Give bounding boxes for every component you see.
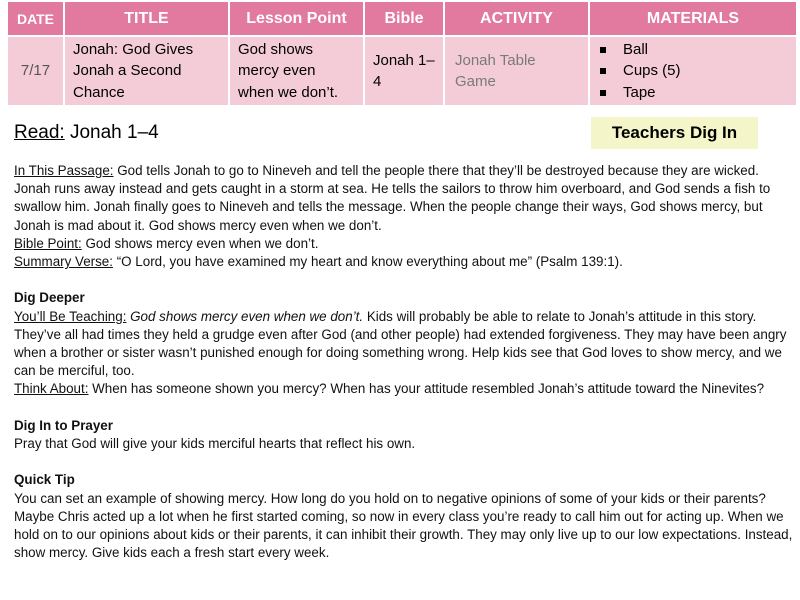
- think-about-paragraph: [14, 380, 794, 398]
- dig-deeper-heading: Dig Deeper: [14, 290, 85, 306]
- spacer: [14, 399, 794, 417]
- header-lesson-point: Lesson Point: [229, 1, 364, 36]
- passage-paragraph: [14, 162, 794, 235]
- header-date: DATE: [7, 1, 64, 36]
- cell-activity: Jonah Table Game: [444, 36, 589, 106]
- summary-verse-paragraph: [14, 253, 794, 271]
- cell-date: 7/17: [7, 36, 64, 106]
- list-item: Tape: [598, 82, 788, 104]
- materials-list: [598, 39, 788, 104]
- lesson-body: [14, 162, 794, 562]
- prayer-text: Pray that God will give your kids merciful hearts that reflect his own.: [14, 436, 416, 452]
- list-item: Ball: [598, 39, 788, 61]
- header-materials: MATERIALS: [589, 1, 797, 36]
- quick-tip-text: You can set an example of showing mercy. How long do you hold on to negative opinions of some of your kids or their parents? Maybe Chris acted up a lot when he first started coming, so now in every class you’re ready to call him out for acting up. When we hold on to our opinions about kids or their parents, it can inhibit their growth. They may only live up to our low expectations. Instead, show mercy. Give kids each a fresh start every week.: [14, 490, 793, 561]
- teaching-point: God shows mercy even when we don’t.: [126, 308, 364, 324]
- summary-verse-label: Summary Verse:: [14, 254, 113, 270]
- cell-lesson-point: God shows mercy even when we don’t.: [229, 36, 364, 106]
- think-about-label: Think About:: [14, 381, 89, 397]
- think-about-text: When has someone shown you mercy? When has your attitude resembled Jonah’s attitude toward the Ninevites?: [88, 381, 765, 397]
- spacer: [14, 271, 794, 289]
- passage-label: In This Passage:: [14, 163, 114, 178]
- teaching-paragraph: [14, 308, 794, 381]
- table-row: [7, 36, 797, 106]
- list-item: Cups (5): [598, 60, 788, 82]
- header-bible: Bible: [364, 1, 444, 36]
- cell-title: Jonah: God Gives Jonah a Second Chance: [64, 36, 229, 106]
- header-activity: ACTIVITY: [444, 1, 589, 36]
- bible-point-text: God shows mercy even when we don’t.: [81, 235, 319, 251]
- quick-tip-heading: Quick Tip: [14, 472, 75, 488]
- passage-text: God tells Jonah to go to Nineveh and tell the people there that they’ll be destroyed because they are wicked. Jonah runs away instead and gets caught in a storm at sea. He tells the sailors to throw him overboard, and God sends a fish to swallow him. Jonah finally goes to Nineveh and tells the message. When the people change their ways, God shows mercy, but Jonah is mad about it. God shows mercy even when we don’t.: [14, 163, 771, 233]
- cell-materials: [589, 36, 797, 106]
- table-header-row: [7, 1, 797, 36]
- bible-point-label: Bible Point:: [14, 235, 82, 251]
- teaching-label: You’ll Be Teaching:: [14, 308, 127, 324]
- cell-bible: Jonah 1–4: [364, 36, 444, 106]
- summary-verse-text: “O Lord, you have examined my heart and know everything about me” (Psalm 139:1).: [112, 254, 623, 270]
- bible-point-paragraph: [14, 235, 794, 253]
- spacer: [14, 453, 794, 471]
- teachers-dig-in-badge: Teachers Dig In: [591, 117, 758, 149]
- prayer-heading: Dig In to Prayer: [14, 417, 113, 433]
- read-heading: [14, 122, 159, 144]
- read-passage: Jonah 1–4: [64, 122, 159, 143]
- lesson-schedule-table: [6, 0, 798, 107]
- teaching-text: Kids will probably be able to relate to Jonah’s attitude in this story. They’ve all had times they held a grudge even after God (and other people) had extended forgiveness. They may have been angry when a brother or sister wasn’t punished enough for doing something wrong. Help kids see that God loves to show mercy, and we can be merciful, too.: [14, 308, 787, 379]
- read-label: Read:: [14, 122, 65, 143]
- header-title: TITLE: [64, 1, 229, 36]
